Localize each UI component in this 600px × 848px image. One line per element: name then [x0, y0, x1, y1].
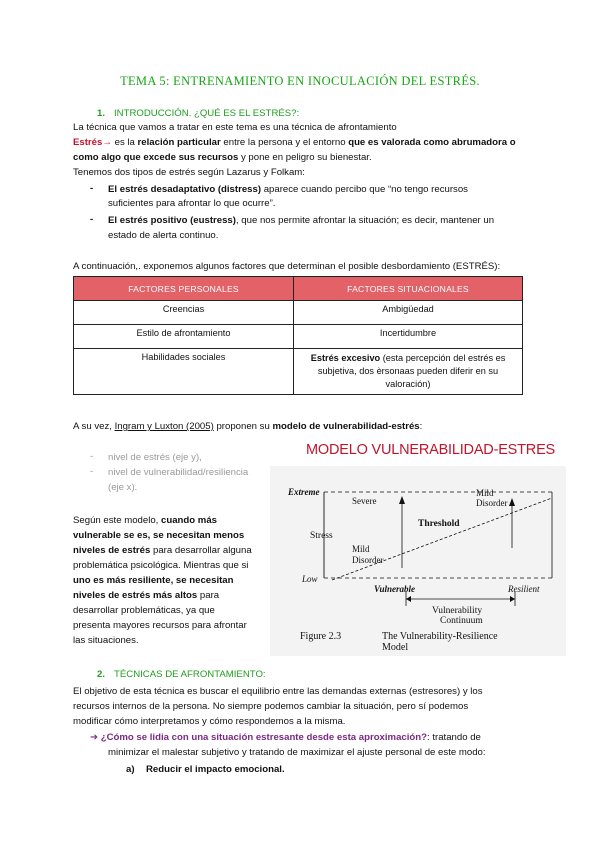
figure-caption: Model — [382, 642, 409, 653]
text: El estrés desadaptativo (distress) — [108, 184, 262, 195]
paragraph-line — [73, 544, 252, 558]
top-mild-label: Disorder — [476, 498, 508, 508]
list-item: nivel de estrés (eje y), — [108, 452, 202, 463]
text: subjetiva, dos èrsonaas pueden diferir en su — [317, 366, 499, 376]
mild-disorder-label: Disorder — [352, 555, 384, 565]
text: (esta percepción del estrés es — [380, 353, 506, 363]
document-title: TEMA 5: ENTRENAMIENTO EN INOCULACIÓN DEL ESTRÉS. — [120, 74, 480, 88]
text: proponen su — [213, 421, 273, 432]
arrow-icon: ➔ — [90, 732, 99, 743]
x-axis-title: Vulnerability — [432, 606, 483, 616]
text: : tratando de — [427, 732, 481, 743]
paragraph-line — [73, 589, 219, 603]
paragraph-line: problemática psicológica. Mientras que si — [73, 560, 249, 571]
x-label-resilient: Resilient — [508, 584, 540, 594]
y-label-extreme: Extreme — [288, 487, 320, 497]
paragraph-line: uno es más resiliente, se necesitan — [73, 575, 234, 586]
figure-caption: The Vulnerability-Resilience — [382, 631, 498, 642]
list-item: Reducir el impacto emocional. — [146, 764, 285, 775]
paragraph-line: las situaciones. — [73, 635, 139, 646]
text: cuando más — [161, 515, 217, 526]
paragraph-line — [73, 514, 217, 528]
text: como algo que excede sus recursos — [73, 152, 239, 163]
text: Estrés excesivo — [310, 353, 381, 363]
paragraph: recursos internos de la persona. No siempre podemos cambiar la situación, pero sí podemos — [73, 701, 469, 712]
text: para — [197, 590, 220, 601]
table-cell — [294, 349, 523, 395]
text: Según este modelo, — [73, 515, 162, 526]
section-heading-text: INTRODUCCIÓN. ¿QUÉ ES EL ESTRÉS?: — [114, 108, 300, 119]
table-row — [74, 301, 523, 325]
list-item-label: a) — [126, 764, 135, 775]
section-2-heading — [97, 669, 266, 680]
citation-link: Ingram y Luxton (2005) — [114, 421, 214, 432]
list-item — [108, 214, 494, 228]
section-heading-text: TÉCNICAS DE AFRONTAMIENTO: — [114, 669, 266, 680]
text: El estrés positivo (eustress) — [108, 215, 236, 226]
mild-disorder-label: Mild — [352, 544, 370, 554]
table-header: FACTORES SITUACIONALES — [294, 277, 523, 301]
table-cell: Incertidumbre — [294, 325, 523, 349]
list-item — [108, 183, 468, 197]
section-1-heading — [97, 108, 299, 119]
list-item-continuation: (eje x). — [108, 482, 138, 493]
question-line — [90, 731, 481, 745]
question-continuation: minimizar el malestar subjetivo y tratando de maximizar el ajuste personal de este modo: — [108, 747, 486, 758]
definition-line — [73, 151, 372, 165]
paragraph: La técnica que vamos a tratar en este tema es una técnica de afrontamiento — [73, 122, 397, 133]
y-label-low: Low — [302, 574, 318, 584]
list-item-continuation: suficientes para afrontar lo que ocurre”. — [108, 198, 276, 209]
stress-label: Stress — [310, 531, 333, 541]
table-cell: Habilidades sociales — [74, 349, 294, 395]
bullet-mark: - — [90, 183, 94, 194]
table-header-row — [74, 277, 523, 301]
section-number: 1. — [97, 108, 106, 119]
paragraph-line: desarrollar problemáticas, ya que — [73, 605, 215, 616]
question-text: ¿Cómo se lidia con una situación estresante desde esta aproximación? — [100, 732, 427, 743]
text: relación particular — [137, 137, 221, 148]
bullet-mark: - — [90, 466, 94, 477]
paragraph-line: presenta mayores recursos para afrontar — [73, 620, 247, 631]
threshold-label: Threshold — [418, 519, 460, 529]
vulnerability-stress-figure — [270, 466, 566, 656]
table-row — [74, 349, 523, 395]
text: modelo de vulnerabilidad-estrés — [272, 421, 420, 432]
text: para desarrollar alguna — [150, 545, 252, 556]
list-item: nivel de vulnerabilidad/resiliencia — [108, 467, 249, 478]
text: , que nos permite afrontar la situación; es decir, mantener un — [235, 215, 495, 226]
x-label-vulnerable: Vulnerable — [374, 584, 416, 594]
bullet-mark: - — [90, 214, 94, 225]
table-cell: Ambigüedad — [294, 301, 523, 325]
definition-line — [73, 136, 516, 150]
text: aparece cuando percibo que “no tengo recursos — [261, 184, 468, 195]
severe-label: Severe — [352, 496, 377, 506]
x-axis-title: Continuum — [440, 616, 483, 626]
text: valoración) — [385, 379, 431, 389]
text: y pone en peligro su bienestar. — [238, 152, 372, 163]
text: niveles de estrés más altos — [73, 590, 198, 601]
list-item-continuation: estado de alerta continuo. — [108, 230, 219, 241]
table-cell: Estilo de afrontamiento — [74, 325, 294, 349]
factors-table — [73, 276, 523, 395]
text: es la — [111, 137, 138, 148]
figure-number: Figure 2.3 — [300, 631, 342, 642]
definition-term: Estrés→ — [73, 137, 112, 148]
section-number: 2. — [97, 669, 106, 680]
top-mild-label: Mild — [476, 488, 494, 498]
paragraph: A continuación,. exponemos algunos factores que determinan el posible desbordamiento (ESTRÉS): — [73, 261, 501, 272]
text: entre la persona y el entorno — [220, 137, 349, 148]
table-cell: Creencias — [74, 301, 294, 325]
text: A su vez, — [73, 421, 115, 432]
table-header: FACTORES PERSONALES — [74, 277, 294, 301]
paragraph: El objetivo de esta técnica es buscar el equilibrio entre las demandas externas (estresores) y los — [73, 686, 483, 697]
text: niveles de estrés — [73, 545, 151, 556]
chart-heading: MODELO VULNERABILIDAD-ESTRES — [306, 442, 556, 458]
text: : — [419, 421, 423, 432]
bullet-mark: - — [90, 451, 94, 462]
table-row — [74, 325, 523, 349]
paragraph-line: vulnerable se es, se necesitan menos — [73, 530, 245, 541]
text: que es valorada como abrumadora o — [348, 137, 516, 148]
paragraph: Tenemos dos tipos de estrés según Lazarus y Folkam: — [73, 167, 305, 178]
paragraph: modificar cómo interpretamos y cómo respondemos a la misma. — [73, 716, 346, 727]
paragraph — [73, 420, 422, 434]
